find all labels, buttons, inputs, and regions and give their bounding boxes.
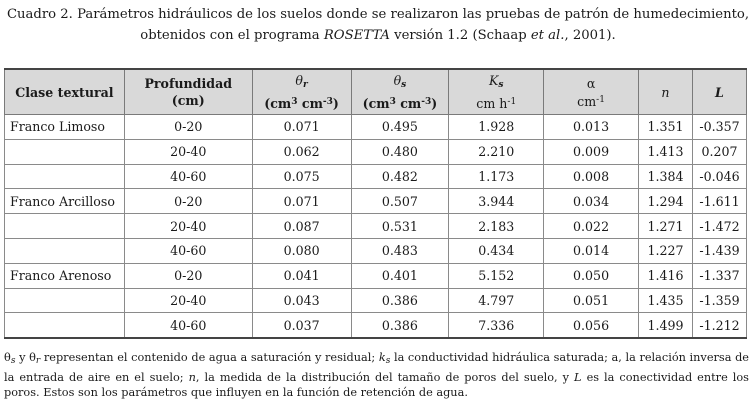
program-name: ROSETTA xyxy=(323,28,390,43)
cell-n: 1.416 xyxy=(638,263,692,288)
header-profundidad: Profundidad (cm) xyxy=(124,69,252,115)
cell-ks: 1.173 xyxy=(449,164,544,189)
cell-ks: 2.210 xyxy=(449,139,544,164)
cell-ks: 0.434 xyxy=(449,238,544,263)
cell-alpha: 0.051 xyxy=(544,288,639,313)
hydraulic-parameters-table xyxy=(4,68,747,339)
cell-alpha: 0.013 xyxy=(544,115,639,140)
cell-theta-s: 0.401 xyxy=(351,263,449,288)
cell-ks: 3.944 xyxy=(449,189,544,214)
caption-text: obtenidos con el programa xyxy=(140,28,324,43)
cell-n: 1.227 xyxy=(638,238,692,263)
caption-text: versión 1.2 (Schaap xyxy=(389,28,531,43)
caption-etal: et al. xyxy=(530,28,565,43)
cell-n: 1.499 xyxy=(638,313,692,338)
cell-L: -1.439 xyxy=(692,238,746,263)
caption-text: , 2001). xyxy=(564,28,616,43)
cell-clase xyxy=(5,313,125,338)
cell-theta-r: 0.041 xyxy=(252,263,351,288)
cell-prof: 0-20 xyxy=(124,115,252,140)
cell-theta-s: 0.531 xyxy=(351,214,449,239)
cell-n: 1.351 xyxy=(638,115,692,140)
cell-prof: 40-60 xyxy=(124,313,252,338)
cell-clase: Franco Arcilloso xyxy=(5,189,125,214)
cell-clase: Franco Arenoso xyxy=(5,263,125,288)
cell-alpha: 0.034 xyxy=(544,189,639,214)
cell-theta-s: 0.483 xyxy=(351,238,449,263)
cell-n: 1.384 xyxy=(638,164,692,189)
cell-clase xyxy=(5,164,125,189)
cell-theta-s: 0.507 xyxy=(351,189,449,214)
caption-line-1: Cuadro 2. Parámetros hidráulicos de los suelos donde se realizaron las pruebas de patrón de humedecimiento, xyxy=(6,7,750,22)
cell-prof: 0-20 xyxy=(124,263,252,288)
header-row xyxy=(5,69,747,115)
table-row xyxy=(5,189,747,214)
table-row xyxy=(5,263,747,288)
header-ks: $K_s$ cm $h^{-1}$ xyxy=(449,69,544,115)
cell-n: 1.435 xyxy=(638,288,692,313)
cell-ks: 5.152 xyxy=(449,263,544,288)
cell-theta-r: 0.087 xyxy=(252,214,351,239)
cell-alpha: 0.022 xyxy=(544,214,639,239)
table-row xyxy=(5,139,747,164)
cell-theta-s: 0.386 xyxy=(351,313,449,338)
table-footnote: $\theta_s$ y $\theta_r$ representan el contenido de agua a saturación y residual; $k_s$ la conductividad hidráulica saturada; a, la relación inversa de la entrada de aire en el suelo; n, la medida de la distribución del tamaño de poros del suelo, y L es la conectividad entre los poros. Estos son los parámetros que influyen en la función de retención de agua. xyxy=(4,351,749,400)
cell-ks: 4.797 xyxy=(449,288,544,313)
cell-n: 1.294 xyxy=(638,189,692,214)
cell-theta-r: 0.037 xyxy=(252,313,351,338)
cell-L: -1.212 xyxy=(692,313,746,338)
header-theta-s: $\theta_s$ ($cm^3$ $cm^{-3}$) xyxy=(351,69,449,115)
cell-theta-s: 0.482 xyxy=(351,164,449,189)
cell-theta-r: 0.080 xyxy=(252,238,351,263)
cell-theta-r: 0.075 xyxy=(252,164,351,189)
table-row xyxy=(5,115,747,140)
cell-L: -1.472 xyxy=(692,214,746,239)
cell-theta-r: 0.071 xyxy=(252,115,351,140)
cell-clase xyxy=(5,214,125,239)
cell-alpha: 0.050 xyxy=(544,263,639,288)
cell-theta-r: 0.071 xyxy=(252,189,351,214)
cell-clase xyxy=(5,288,125,313)
cell-n: 1.271 xyxy=(638,214,692,239)
cell-prof: 40-60 xyxy=(124,164,252,189)
cell-n: 1.413 xyxy=(638,139,692,164)
cell-L: 0.207 xyxy=(692,139,746,164)
cell-ks: 1.928 xyxy=(449,115,544,140)
cell-L: -1.337 xyxy=(692,263,746,288)
cell-L: -0.357 xyxy=(692,115,746,140)
table-row xyxy=(5,288,747,313)
cell-clase xyxy=(5,238,125,263)
header-clase: Clase textural xyxy=(5,69,125,115)
table-caption xyxy=(0,4,756,46)
header-l: L xyxy=(692,69,746,115)
cell-theta-s: 0.480 xyxy=(351,139,449,164)
header-theta-r: $\theta_r$ ($cm^3$ $cm^{-3}$) xyxy=(252,69,351,115)
cell-clase xyxy=(5,139,125,164)
header-alpha: α $cm^{-1}$ xyxy=(544,69,639,115)
table-row xyxy=(5,214,747,239)
cell-ks: 7.336 xyxy=(449,313,544,338)
caption-line-2 xyxy=(0,25,756,46)
cell-prof: 20-40 xyxy=(124,139,252,164)
cell-prof: 40-60 xyxy=(124,238,252,263)
cell-alpha: 0.014 xyxy=(544,238,639,263)
cell-theta-s: 0.386 xyxy=(351,288,449,313)
cell-prof: 20-40 xyxy=(124,214,252,239)
table-row xyxy=(5,164,747,189)
table-row xyxy=(5,238,747,263)
cell-L: -0.046 xyxy=(692,164,746,189)
cell-alpha: 0.009 xyxy=(544,139,639,164)
cell-alpha: 0.008 xyxy=(544,164,639,189)
cell-L: -1.359 xyxy=(692,288,746,313)
cell-L: -1.611 xyxy=(692,189,746,214)
cell-alpha: 0.056 xyxy=(544,313,639,338)
cell-prof: 20-40 xyxy=(124,288,252,313)
cell-ks: 2.183 xyxy=(449,214,544,239)
header-n: n xyxy=(638,69,692,115)
cell-theta-r: 0.062 xyxy=(252,139,351,164)
cell-prof: 0-20 xyxy=(124,189,252,214)
cell-theta-s: 0.495 xyxy=(351,115,449,140)
cell-theta-r: 0.043 xyxy=(252,288,351,313)
table-row xyxy=(5,313,747,338)
cell-clase: Franco Limoso xyxy=(5,115,125,140)
